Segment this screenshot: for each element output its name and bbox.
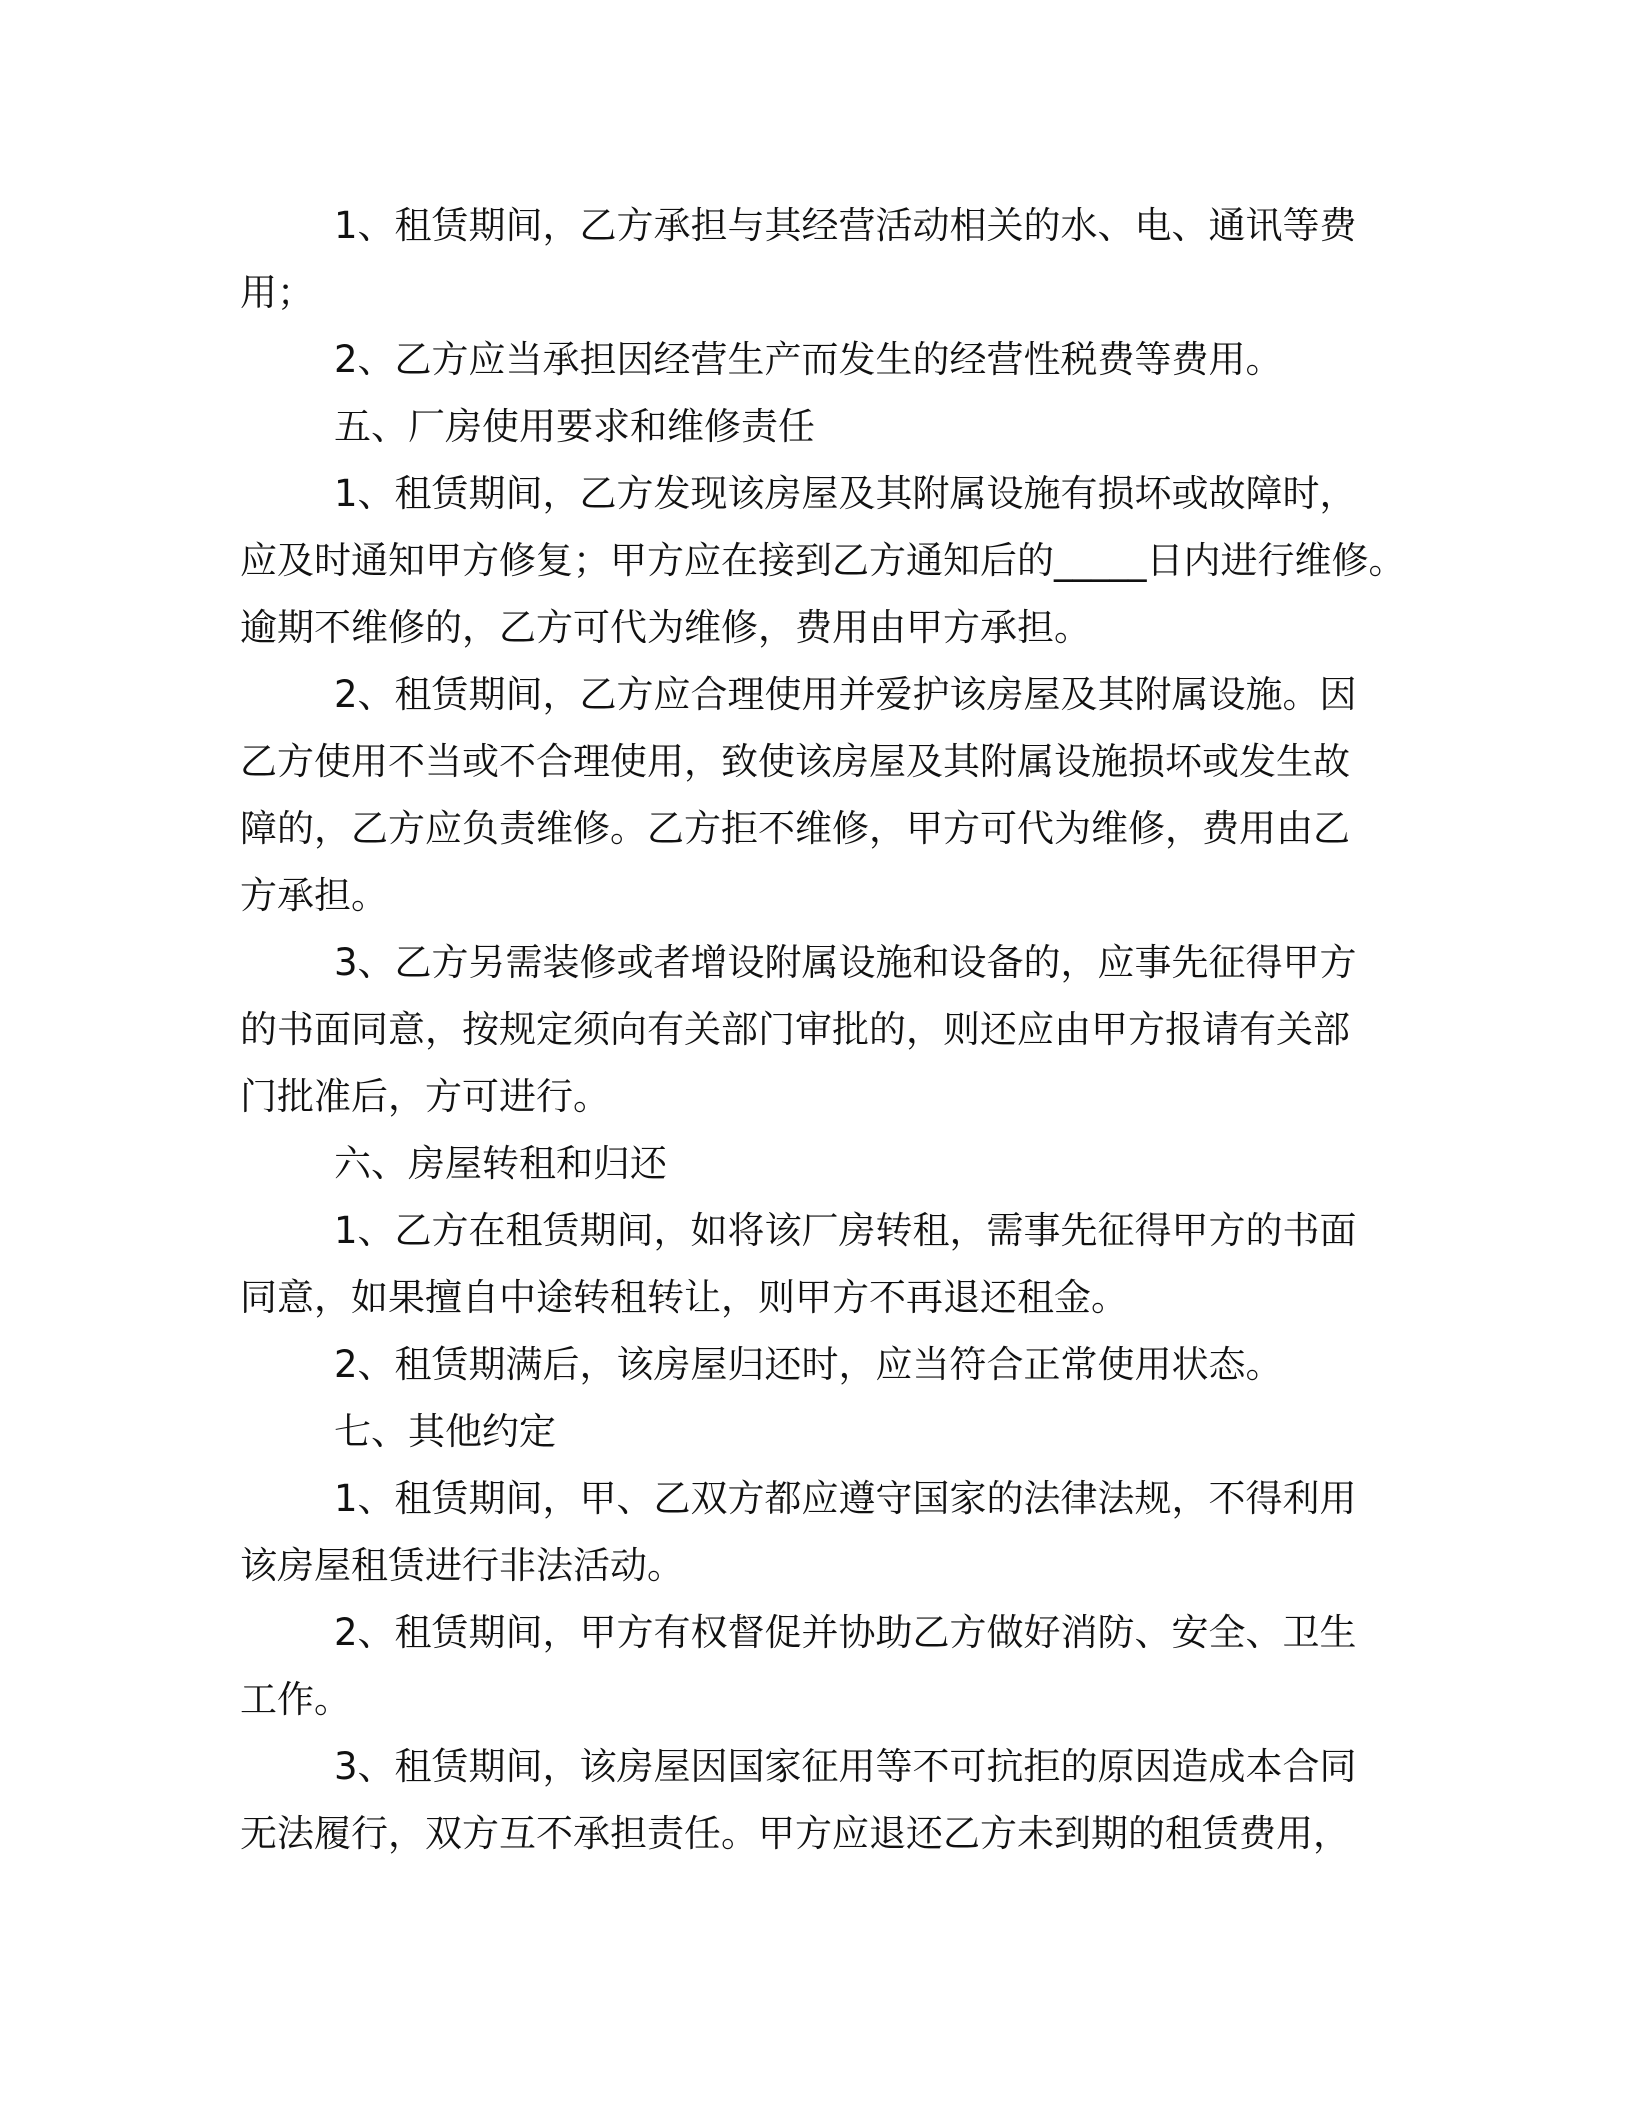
text-line: 3、乙方另需装修或者增设附属设施和设备的，应事先征得甲方 (334, 941, 1357, 984)
document-page (240, 192, 1420, 1867)
text-line: 1、乙方在租赁期间，如将该厂房转租，需事先征得甲方的书面 (334, 1209, 1357, 1252)
paragraph-clause-6-2 (240, 1331, 1420, 1398)
paragraph-clause-5-3 (240, 929, 1420, 1130)
text-line: 1、租赁期间，甲、乙双方都应遵守国家的法律法规，不得利用 (334, 1477, 1357, 1520)
heading-line: 六、房屋转租和归还 (334, 1142, 667, 1185)
heading-line: 七、其他约定 (334, 1410, 556, 1453)
text-line: 无法履行，双方互不承担责任。甲方应退还乙方未到期的租赁费用， (240, 1812, 1350, 1855)
text-line: 障的，乙方应负责维修。乙方拒不维修，甲方可代为维修，费用由乙 (240, 807, 1350, 850)
text-line: 2、租赁期满后，该房屋归还时，应当符合正常使用状态。 (334, 1343, 1283, 1386)
text-line: 方承担。 (240, 874, 388, 917)
text-line: 工作。 (240, 1678, 351, 1721)
paragraph-clause-7-1 (240, 1465, 1420, 1599)
text-line: 1、租赁期间，乙方发现该房屋及其附属设施有损坏或故障时， (334, 472, 1357, 515)
section-heading-6 (240, 1130, 1420, 1197)
text-line: 门批准后，方可进行。 (240, 1075, 610, 1118)
text-line: 2、租赁期间，乙方应合理使用并爱护该房屋及其附属设施。因 (334, 673, 1357, 716)
text-line: 1、租赁期间，乙方承担与其经营活动相关的水、电、通讯等费 (334, 204, 1357, 247)
text-line: 2、乙方应当承担因经营生产而发生的经营性税费等费用。 (334, 338, 1283, 381)
text-line: 同意，如果擅自中途转租转让，则甲方不再退还租金。 (240, 1276, 1128, 1319)
paragraph-clause-7-2 (240, 1599, 1420, 1733)
text-line: 应及时通知甲方修复；甲方应在接到乙方通知后的_____日内进行维修。 (240, 539, 1406, 582)
paragraph-clause-4-1 (240, 192, 1420, 326)
text-line: 逾期不维修的，乙方可代为维修，费用由甲方承担。 (240, 606, 1091, 649)
text-line: 用； (240, 271, 314, 314)
paragraph-clause-7-3 (240, 1733, 1420, 1867)
text-line: 的书面同意，按规定须向有关部门审批的，则还应由甲方报请有关部 (240, 1008, 1350, 1051)
paragraph-clause-4-2 (240, 326, 1420, 393)
text-line: 3、租赁期间，该房屋因国家征用等不可抗拒的原因造成本合同 (334, 1745, 1357, 1788)
paragraph-clause-5-2 (240, 661, 1420, 929)
text-line: 2、租赁期间，甲方有权督促并协助乙方做好消防、安全、卫生 (334, 1611, 1357, 1654)
text-line: 该房屋租赁进行非法活动。 (240, 1544, 684, 1587)
paragraph-clause-5-1 (240, 460, 1420, 661)
section-heading-5 (240, 393, 1420, 460)
section-heading-7 (240, 1398, 1420, 1465)
heading-line: 五、厂房使用要求和维修责任 (334, 405, 815, 448)
text-line: 乙方使用不当或不合理使用，致使该房屋及其附属设施损坏或发生故 (240, 740, 1350, 783)
paragraph-clause-6-1 (240, 1197, 1420, 1331)
